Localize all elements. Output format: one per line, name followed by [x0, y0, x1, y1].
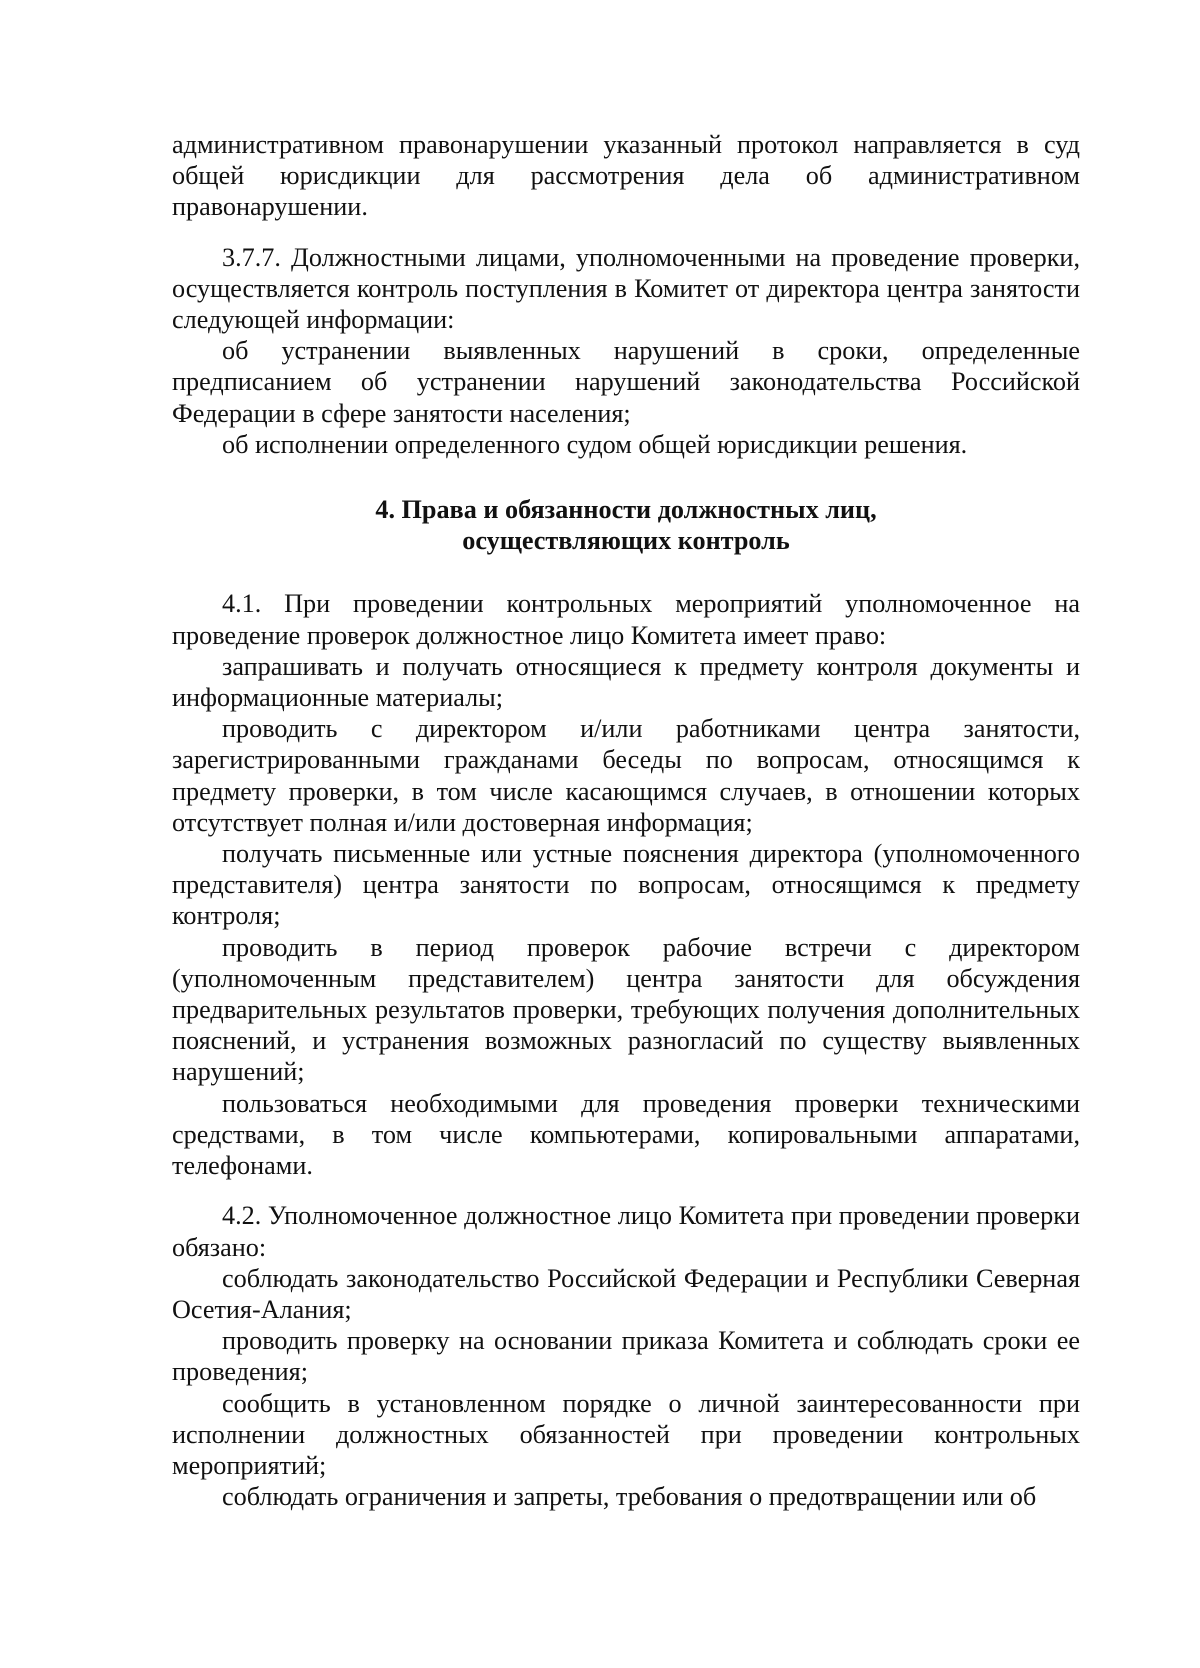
list-item: проводить с директором и/или работниками центра занятости, зарегистрированными гражданами беседы по вопросам, относящимся к предмету проверки, в том числе касающимся случаев, в отношении которых отсутствует полная и/или достоверная информация;	[172, 714, 1080, 837]
list-item: сообщить в установленном порядке о личной заинтересованности при исполнении должностных обязанностей при проведении контрольных мероприятий;	[172, 1388, 1080, 1480]
list-item: проводить проверку на основании приказа Комитета и соблюдать сроки ее проведения;	[172, 1326, 1080, 1387]
list-item: проводить в период проверок рабочие встречи с директором (уполномоченным представителем) центра занятости для обсуждения предварительных результатов проверки, требующих получения дополнительных пояснений, и устранения возможных разногласий по существу выявленных нарушений;	[172, 932, 1080, 1087]
list-item: пользоваться необходимыми для проведения проверки техническими средствами, в том числе компьютерами, копировальными аппаратами, телефонами.	[172, 1088, 1080, 1181]
paragraph-3-7-7: 3.7.7. Должностными лицами, уполномоченными на проведение проверки, осуществляется контроль поступления в Комитет от директора центра занятости следующей информации:	[172, 242, 1080, 335]
section-heading-line1: 4. Права и обязанности должностных лиц,	[375, 495, 877, 525]
paragraph-continuation: административном правонарушении указанный протокол направляется в суд общей юрисдикции для рассмотрения дела об административном правонарушении.	[172, 130, 1080, 222]
list-item: запрашивать и получать относящиеся к предмету контроля документы и информационные материалы;	[172, 651, 1080, 713]
document-page	[172, 129, 1080, 1512]
list-item: об устранении выявленных нарушений в сроки, определенные предписанием об устранении нарушений законодательства Российской Федерации в сфере занятости населения;	[172, 336, 1080, 428]
list-item: получать письменные или устные пояснения директора (уполномоченного представителя) центра занятости по вопросам, относящимся к предмету контроля;	[172, 839, 1080, 931]
section-heading-line2: осуществляющих контроль	[462, 526, 790, 556]
section-heading	[172, 494, 1080, 556]
list-item: соблюдать ограничения и запреты, требования о предотвращении или об	[222, 1482, 1037, 1512]
paragraph-4-2: 4.2. Уполномоченное должностное лицо Комитета при проведении проверки обязано:	[172, 1201, 1080, 1262]
paragraph-4-1: 4.1. При проведении контрольных мероприятий уполномоченное на проведение проверок должностное лицо Комитета имеет право:	[172, 589, 1080, 650]
list-item: об исполнении определенного судом общей юрисдикции решения.	[222, 429, 968, 459]
list-item: соблюдать законодательство Российской Федерации и Республики Северная Осетия-Алания;	[172, 1263, 1080, 1324]
